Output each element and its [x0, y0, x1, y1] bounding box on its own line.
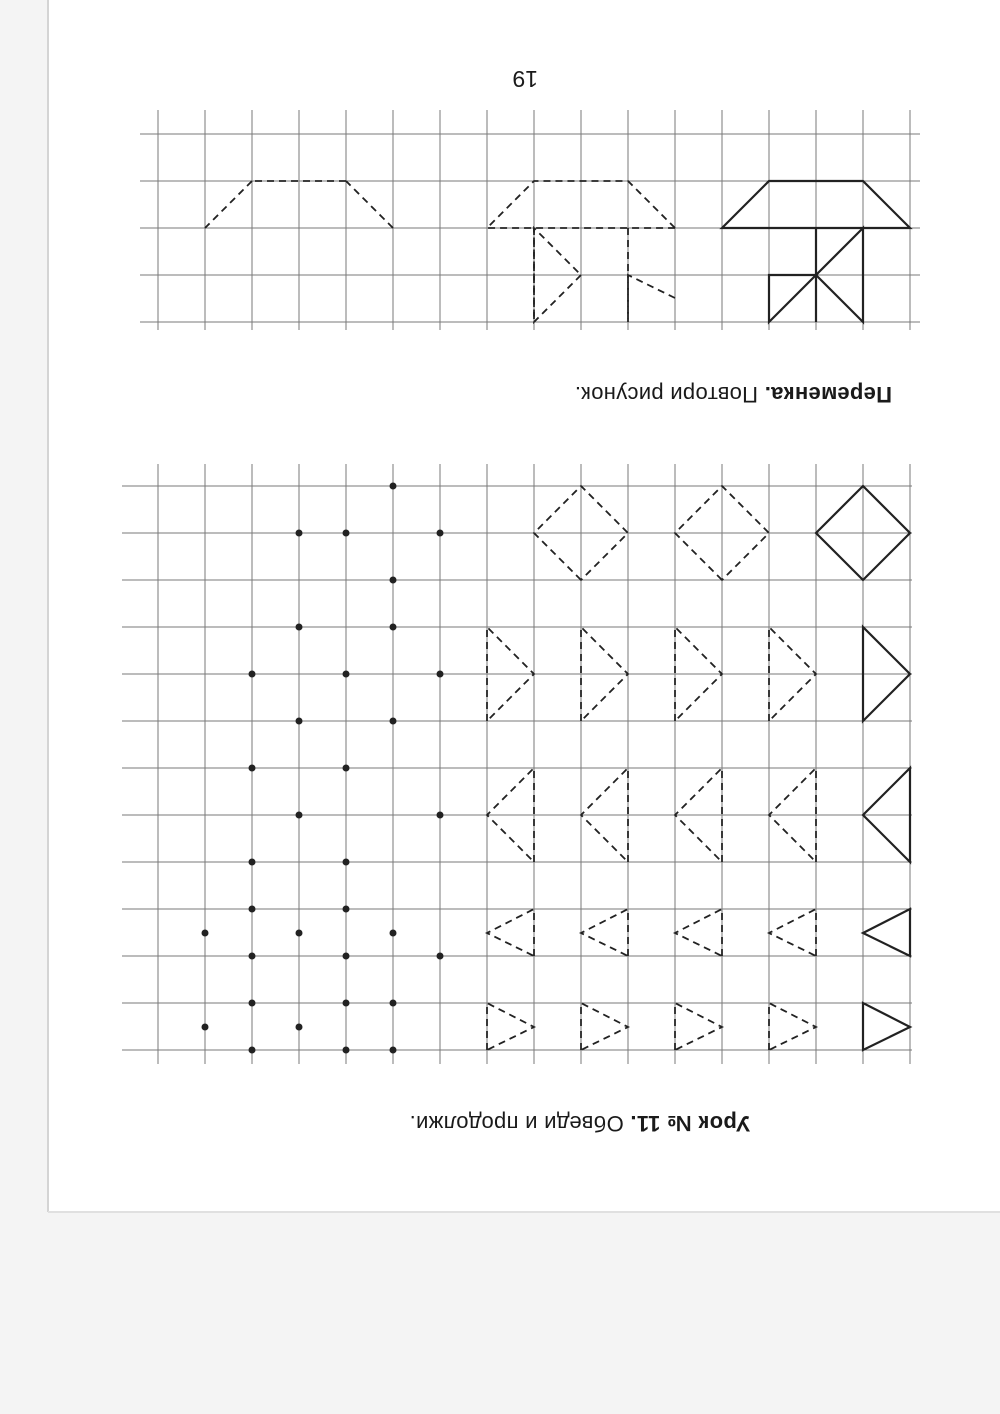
- row-2-dashed-1: [769, 909, 816, 956]
- grid-lines: [122, 464, 912, 1064]
- row-1-small-left-triangles: [202, 1000, 911, 1054]
- row-1-dashed-4: [487, 1003, 534, 1050]
- lesson-heading-bold: Урок № 11.: [630, 1111, 750, 1136]
- row-1-model-triangle: [863, 1003, 910, 1050]
- cap-dashed-left: [346, 181, 393, 228]
- row-2-model-triangle: [863, 909, 910, 956]
- row-2-dashed-2: [675, 909, 722, 956]
- peremenka-grid: [140, 110, 920, 330]
- break-heading: [575, 383, 892, 405]
- mushroom-side-dashed: [628, 275, 675, 322]
- lesson-drawing: [122, 464, 912, 1064]
- row-2-dashed-3: [581, 909, 628, 956]
- break-heading-bold: Переменка.: [764, 382, 892, 407]
- row-1-dashed-2: [675, 1003, 722, 1050]
- lesson-heading: [409, 1112, 750, 1134]
- break-heading-text: Повтори рисунок.: [574, 382, 765, 407]
- lesson-grid: [122, 464, 912, 1064]
- page-number: 19: [512, 66, 538, 92]
- row-1-dashed-1: [769, 1003, 816, 1050]
- row-2-small-right-triangles: [202, 906, 911, 960]
- row-2-dashed-4: [487, 909, 534, 956]
- row-1-dashed-3: [581, 1003, 628, 1050]
- grid-lines: [140, 110, 920, 330]
- peremenka-drawing: [140, 110, 920, 330]
- cap-dashed-right: [205, 181, 252, 228]
- lesson-heading-text: Обведи и продолжи.: [409, 1111, 631, 1136]
- mushroom-triangle-solid-2: [769, 275, 816, 322]
- row-2-dots: [202, 906, 444, 960]
